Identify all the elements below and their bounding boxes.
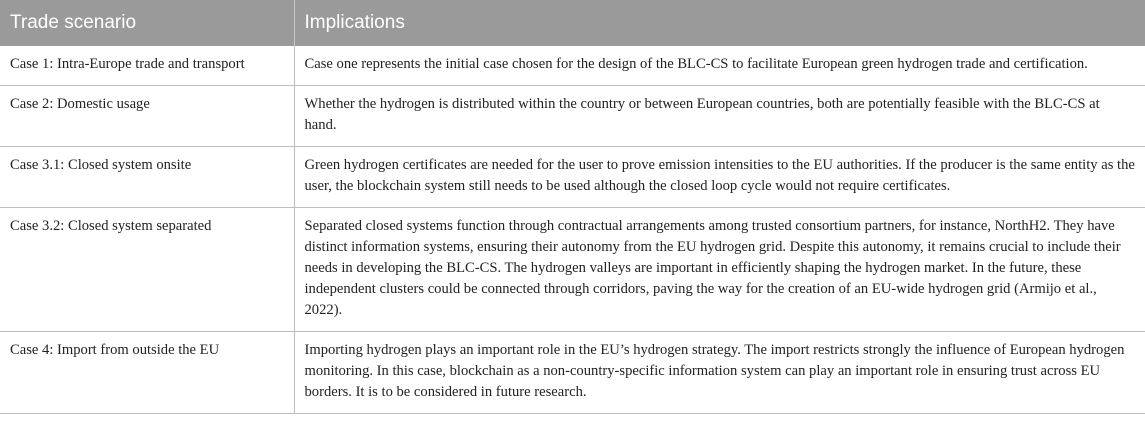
implication-cell: Separated closed systems function through contractual arrangements among trusted consortium partners, for instance, NorthH2. They have distinct information systems, ensuring their autonomy from the EU hydrogen grid. Despite this autonomy, it remains crucial to include their needs in developing the BLC-CS. The hydrogen valleys are important in efficiently shaping the hydrogen market. In the future, these independent clusters could be connected through corridors, paving the way for the creation of an EU-wide hydrogen grid (Armijo et al., 2022). [294,208,1145,332]
table-row [0,332,1145,414]
table-row [0,147,1145,208]
table-header [0,0,1145,46]
scenario-cell: Case 2: Domestic usage [0,86,294,147]
table-row [0,46,1145,86]
implication-cell: Case one represents the initial case chosen for the design of the BLC-CS to facilitate European green hydrogen trade and certification. [294,46,1145,86]
scenario-cell: Case 1: Intra-Europe trade and transport [0,46,294,86]
table-row [0,86,1145,147]
implication-cell: Importing hydrogen plays an important role in the EU’s hydrogen strategy. The import restricts strongly the influence of European hydrogen monitoring. In this case, blockchain as a non-country-specific information system can play an important role in ensuring trust across EU borders. It is to be considered in future research. [294,332,1145,414]
scenario-cell: Case 3.1: Closed system onsite [0,147,294,208]
header-implications: Implications [294,0,1145,46]
header-trade-scenario: Trade scenario [0,0,294,46]
table-body [0,46,1145,414]
scenario-cell: Case 4: Import from outside the EU [0,332,294,414]
table-row [0,208,1145,332]
implication-cell: Green hydrogen certificates are needed for the user to prove emission intensities to the EU authorities. If the producer is the same entity as the user, the blockchain system still needs to be used although the closed loop cycle would not require certificates. [294,147,1145,208]
implication-cell: Whether the hydrogen is distributed within the country or between European countries, both are potentially feasible with the BLC-CS at hand. [294,86,1145,147]
header-row [0,0,1145,46]
scenario-cell: Case 3.2: Closed system separated [0,208,294,332]
